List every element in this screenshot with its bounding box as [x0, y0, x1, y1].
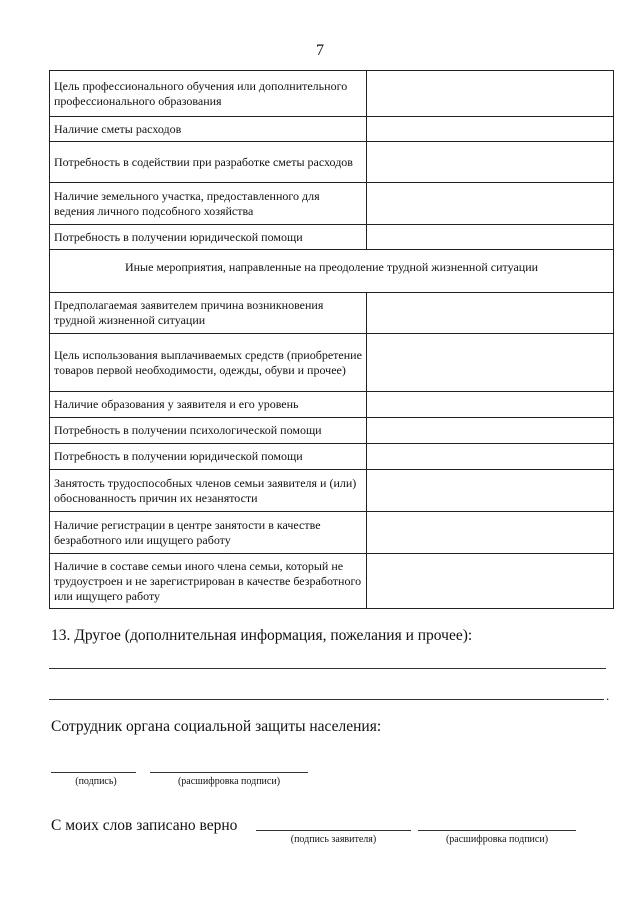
item-13-end-mark: .	[606, 688, 610, 703]
table-row	[50, 418, 614, 444]
row-value[interactable]	[367, 334, 614, 392]
applicant-decryption-line[interactable]	[418, 830, 576, 831]
table-row	[50, 392, 614, 418]
table-row	[50, 117, 614, 142]
table-row	[50, 334, 614, 392]
row-label: Потребность в получении юридической помощи	[50, 444, 367, 470]
section-title: Иные мероприятия, направленные на преодоление трудной жизненной ситуации	[50, 250, 614, 293]
row-label: Потребность в получении юридической помощи	[50, 225, 367, 250]
row-value[interactable]	[367, 418, 614, 444]
assistance-table	[49, 70, 614, 609]
page-number: 7	[316, 42, 324, 59]
item-13-line-2[interactable]	[49, 699, 604, 700]
row-value[interactable]	[367, 512, 614, 554]
row-label: Предполагаемая заявителем причина возникновения трудной жизненной ситуации	[50, 293, 367, 334]
staff-label: Сотрудник органа социальной защиты населения:	[51, 718, 382, 735]
row-value[interactable]	[367, 225, 614, 250]
table-row	[50, 225, 614, 250]
staff-decryption-line[interactable]	[150, 772, 308, 773]
table-row	[50, 554, 614, 609]
row-label: Цель профессионального обучения или дополнительного профессионального образования	[50, 71, 367, 117]
row-label: Цель использования выплачиваемых средств (приобретение товаров первой необходимости, одежды, обуви и прочее)	[50, 334, 367, 392]
item-13-line-1[interactable]	[49, 668, 606, 669]
row-value[interactable]	[367, 183, 614, 225]
row-label: Потребность в содействии при разработке сметы расходов	[50, 142, 367, 183]
applicant-signature-caption: (подпись заявителя)	[290, 834, 377, 845]
row-label: Наличие сметы расходов	[50, 117, 367, 142]
section-row	[50, 250, 614, 293]
row-value[interactable]	[367, 444, 614, 470]
table-row	[50, 293, 614, 334]
row-label: Наличие земельного участка, предоставленного для ведения личного подсобного хозяйства	[50, 183, 367, 225]
row-label: Наличие в составе семьи иного члена семьи, который не трудоустроен и не зарегистрирован в качестве безработного или ищущего работу	[50, 554, 367, 609]
table-row	[50, 444, 614, 470]
row-value[interactable]	[367, 392, 614, 418]
row-value[interactable]	[367, 293, 614, 334]
table-row	[50, 71, 614, 117]
applicant-decryption-caption: (расшифровка подписи)	[445, 834, 549, 845]
row-value[interactable]	[367, 117, 614, 142]
row-label: Наличие образования у заявителя и его уровень	[50, 392, 367, 418]
staff-decryption-caption: (расшифровка подписи)	[177, 776, 281, 787]
row-label: Наличие регистрации в центре занятости в качестве безработного или ищущего работу	[50, 512, 367, 554]
row-label: Потребность в получении психологической помощи	[50, 418, 367, 444]
table-row	[50, 183, 614, 225]
row-value[interactable]	[367, 554, 614, 609]
row-value[interactable]	[367, 71, 614, 117]
row-label: Занятость трудоспособных членов семьи заявителя и (или) обоснованность причин их незанятости	[50, 470, 367, 512]
applicant-signature-line[interactable]	[256, 830, 411, 831]
item-13-label: 13. Другое (дополнительная информация, пожелания и прочее):	[51, 627, 473, 644]
staff-signature-caption: (подпись)	[75, 776, 117, 787]
row-value[interactable]	[367, 142, 614, 183]
staff-signature-line[interactable]	[51, 772, 136, 773]
row-value[interactable]	[367, 470, 614, 512]
verified-label: С моих слов записано верно	[51, 817, 238, 834]
table-row	[50, 512, 614, 554]
table-row	[50, 470, 614, 512]
table-row	[50, 142, 614, 183]
